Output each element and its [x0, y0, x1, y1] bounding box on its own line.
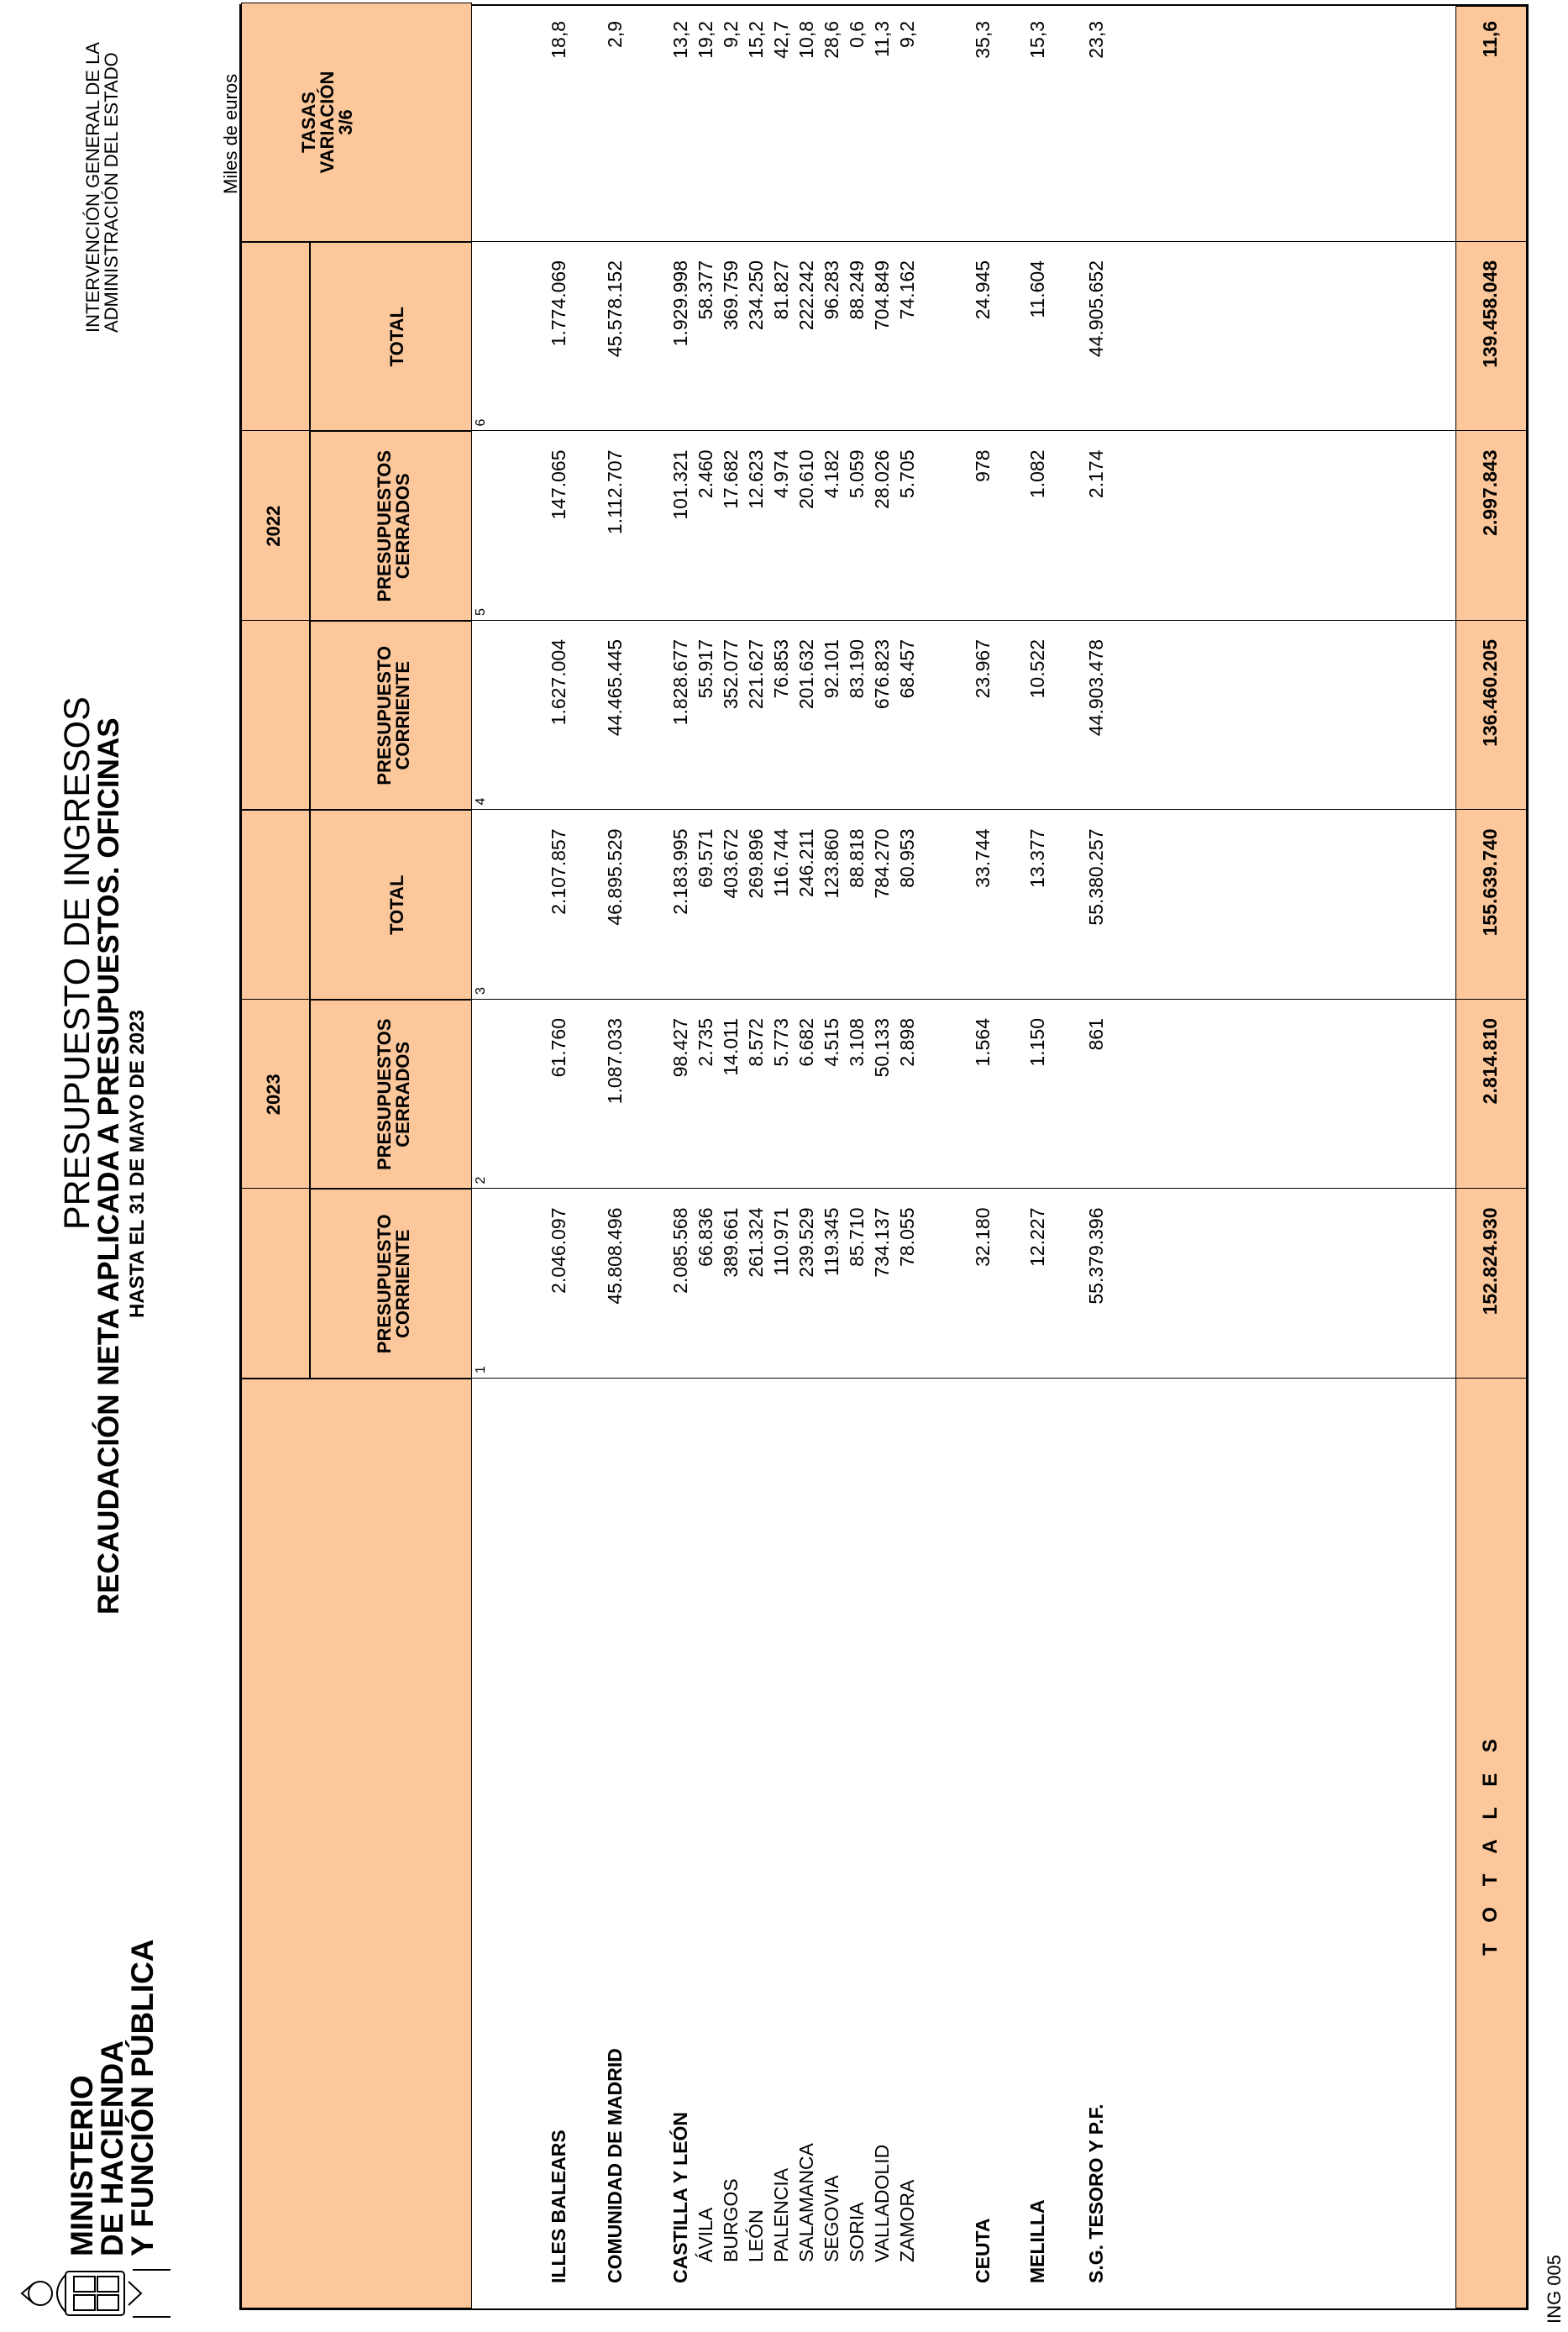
cell-value: 1.112.707 [604, 449, 626, 535]
cell-value: 32.180 [972, 1207, 994, 1267]
cell-value: 9,2 [720, 21, 742, 48]
totals-value: 155.639.740 [1479, 828, 1501, 937]
page-subtitle: RECAUDACIÓN NETA APLICADA A PRESUPUESTOS. OFICINAS [92, 717, 125, 1615]
row-label: CEUTA [972, 2218, 994, 2283]
cell-value: 74.162 [896, 260, 918, 320]
cell-value: 11,3 [871, 21, 893, 58]
cell-value: 861 [1085, 1018, 1107, 1051]
column-header [375, 621, 412, 811]
totals-label: T O T A L E S [1479, 1731, 1502, 1956]
column-number: 2 [474, 1176, 488, 1184]
cell-value: 1.627.004 [548, 639, 569, 726]
cell-value: 50.133 [871, 1018, 893, 1078]
cell-value: 119.345 [821, 1207, 842, 1276]
column-header-line: CORRIENTE [392, 660, 413, 770]
cell-value: 45.578.152 [604, 260, 626, 358]
column-number: 4 [474, 797, 488, 806]
column-header-line: TOTAL [386, 307, 407, 367]
cell-value: 0,6 [846, 21, 868, 48]
cell-value: 10.522 [1026, 639, 1048, 699]
cell-value: 42,7 [770, 21, 792, 59]
cell-value: 28.026 [871, 449, 893, 509]
row-label: MELILLA [1026, 2199, 1048, 2283]
cell-value: 15,3 [1026, 21, 1048, 59]
cell-value: 2.898 [896, 1018, 918, 1067]
column-number: 6 [474, 418, 488, 427]
cell-value: 2.085.568 [669, 1207, 691, 1294]
cell-value: 55.379.396 [1085, 1207, 1107, 1305]
cell-value: 2.460 [695, 449, 716, 499]
cell-value: 784.270 [871, 828, 893, 899]
cell-value: 55.917 [695, 639, 716, 699]
document-code: ING 005 [1544, 2255, 1565, 2324]
column-header-line: PRESUPUESTOS [374, 449, 395, 602]
column-header [375, 1190, 412, 1379]
column-divider [241, 241, 1527, 242]
cell-value: 2.174 [1085, 449, 1107, 499]
cell-value: 80.953 [896, 828, 918, 888]
cell-value: 13.377 [1026, 828, 1048, 888]
row-label: COMUNIDAD DE MADRID [604, 2048, 626, 2283]
ministry-name [67, 1939, 158, 2256]
row-label: S.G. TESORO Y P.F. [1085, 2104, 1107, 2283]
cell-value: 14.011 [720, 1018, 742, 1076]
cell-value: 201.632 [795, 639, 817, 710]
row-label: SORIA [846, 2202, 868, 2262]
tasas-header-line: TASAS [298, 92, 319, 153]
cell-value: 4.182 [821, 449, 842, 499]
igae-line: ADMINISTRACIÓN DEL ESTADO [101, 52, 122, 333]
cell-value: 12.227 [1026, 1207, 1048, 1267]
cell-value: 44.903.478 [1085, 639, 1107, 737]
cell-value: 9,2 [896, 21, 918, 48]
totals-value: 139.458.048 [1479, 260, 1501, 368]
cell-value: 28,6 [821, 21, 842, 59]
cell-value: 46.895.529 [604, 828, 626, 926]
totals-value: 136.460.205 [1479, 639, 1501, 747]
cell-value: 1.150 [1026, 1018, 1048, 1067]
cell-value: 44.465.445 [604, 639, 626, 737]
column-header-line: TOTAL [386, 874, 407, 935]
cell-value: 12.623 [745, 449, 767, 509]
cell-value: 1.774.069 [548, 260, 569, 347]
column-header [388, 242, 406, 432]
cell-value: 1.828.677 [669, 639, 691, 726]
ministry-line: DE HACIENDA [95, 2040, 129, 2256]
totals-value: 152.824.930 [1479, 1207, 1501, 1316]
column-header-line: CERRADOS [392, 473, 413, 580]
row-label: BURGOS [720, 2178, 742, 2262]
cell-value: 978 [972, 449, 994, 482]
cell-value: 1.564 [972, 1018, 994, 1067]
tasas-header-line: VARIACIÓN [317, 71, 338, 174]
cell-value: 81.827 [770, 260, 792, 320]
column-header [388, 811, 406, 1001]
page-title: PRESUPUESTO DE INGRESOS [57, 696, 97, 1230]
revenue-table [239, 4, 1529, 2310]
column-header-line: CORRIENTE [392, 1229, 413, 1339]
cell-value: 2,9 [604, 21, 626, 48]
row-label: PALENCIA [770, 2167, 792, 2262]
cell-value: 10,8 [795, 21, 817, 59]
cell-value: 3.108 [846, 1018, 868, 1067]
cell-value: 239.529 [795, 1207, 817, 1278]
cell-value: 6.682 [795, 1018, 817, 1067]
cell-value: 2.107.857 [548, 828, 569, 915]
cell-value: 17.682 [720, 449, 742, 509]
page-date: HASTA EL 31 DE MAYO DE 2023 [126, 1010, 149, 1318]
ministry-line: MINISTERIO [65, 2075, 99, 2256]
totals-value: 2.814.810 [1479, 1018, 1501, 1105]
row-label: SEGOVIA [821, 2175, 842, 2262]
cell-value: 4.515 [821, 1018, 842, 1067]
column-header [375, 1000, 412, 1190]
cell-value: 76.853 [770, 639, 792, 699]
cell-value: 85.710 [846, 1207, 868, 1267]
cell-value: 15,2 [745, 21, 767, 59]
cell-value: 88.249 [846, 260, 868, 320]
row-label: SALAMANCA [795, 2143, 817, 2262]
cell-value: 101.321 [669, 449, 691, 520]
cell-value: 11.604 [1026, 260, 1048, 318]
column-header-line: CERRADOS [392, 1041, 413, 1148]
row-label: LEÓN [745, 2209, 767, 2262]
cell-value: 92.101 [821, 639, 842, 699]
tasas-header [300, 3, 355, 242]
cell-value: 4.974 [770, 449, 792, 499]
cell-value: 23.967 [972, 639, 994, 699]
cell-value: 66.836 [695, 1207, 716, 1267]
column-header-line: PRESUPUESTO [374, 1214, 395, 1354]
coat-of-arms-icon [15, 2265, 175, 2322]
year-2022-label: 2022 [263, 505, 284, 547]
cell-value: 222.242 [795, 260, 817, 331]
row-label: ÁVILA [695, 2207, 716, 2262]
cell-value: 123.860 [821, 828, 842, 899]
cell-value: 2.735 [695, 1018, 716, 1067]
igae-line: INTERVENCIÓN GENERAL DE LA [82, 42, 103, 333]
cell-value: 676.823 [871, 639, 893, 710]
cell-value: 55.380.257 [1085, 828, 1107, 926]
column-header-line: PRESUPUESTO [374, 645, 395, 785]
cell-value: 45.808.496 [604, 1207, 626, 1305]
cell-value: 389.661 [720, 1207, 742, 1278]
column-header [375, 432, 412, 622]
cell-value: 98.427 [669, 1018, 691, 1078]
column-header-line: PRESUPUESTOS [374, 1018, 395, 1171]
cell-value: 352.077 [720, 639, 742, 710]
totals-value: 11,6 [1479, 21, 1501, 58]
cell-value: 261.324 [745, 1207, 767, 1278]
cell-value: 18,8 [548, 21, 569, 59]
cell-value: 96.283 [821, 260, 842, 320]
cell-value: 110.971 [770, 1207, 792, 1276]
cell-value: 69.571 [695, 828, 716, 888]
units-label: Miles de euros [220, 73, 241, 194]
cell-value: 5.059 [846, 449, 868, 499]
cell-value: 269.896 [745, 828, 767, 899]
column-number: 3 [474, 987, 488, 995]
row-label: VALLADOLID [871, 2144, 893, 2262]
cell-value: 44.905.652 [1085, 260, 1107, 358]
cell-value: 8.572 [745, 1018, 767, 1067]
tasas-header-line: 3/6 [335, 109, 356, 135]
column-number: 1 [474, 1366, 488, 1373]
cell-value: 147.065 [548, 449, 569, 520]
cell-value: 20.610 [795, 449, 817, 509]
year-2023-label: 2023 [263, 1074, 284, 1116]
ministry-line: Y FUNCIÓN PÚBLICA [125, 1939, 160, 2256]
cell-value: 246.211 [795, 828, 817, 897]
cell-value: 83.190 [846, 639, 868, 699]
row-label: CASTILLA Y LEÓN [669, 2111, 691, 2283]
cell-value: 33.744 [972, 828, 994, 888]
cell-value: 35,3 [972, 21, 994, 59]
cell-value: 1.929.998 [669, 260, 691, 347]
igae-label [84, 42, 121, 333]
cell-value: 369.759 [720, 260, 742, 331]
cell-value: 24.945 [972, 260, 994, 320]
cell-value: 13,2 [669, 21, 691, 59]
row-label: ZAMORA [896, 2179, 918, 2262]
cell-value: 61.760 [548, 1018, 569, 1078]
cell-value: 68.457 [896, 639, 918, 699]
cell-value: 234.250 [745, 260, 767, 331]
cell-value: 2.183.995 [669, 828, 691, 915]
cell-value: 2.046.097 [548, 1207, 569, 1294]
cell-value: 221.627 [745, 639, 767, 710]
cell-value: 734.137 [871, 1207, 893, 1278]
cell-value: 19,2 [695, 21, 716, 59]
cell-value: 1.087.033 [604, 1018, 626, 1105]
cell-value: 23,3 [1085, 21, 1107, 59]
cell-value: 704.849 [871, 260, 893, 331]
cell-value: 58.377 [695, 260, 716, 320]
cell-value: 116.744 [770, 828, 792, 897]
totals-value: 2.997.843 [1479, 449, 1501, 536]
cell-value: 5.705 [896, 449, 918, 499]
row-label: ILLES BALEARS [548, 2130, 569, 2283]
cell-value: 5.773 [770, 1018, 792, 1067]
cell-value: 78.055 [896, 1207, 918, 1267]
cell-value: 403.672 [720, 828, 742, 899]
cell-value: 88.818 [846, 828, 868, 888]
header-cell-label [241, 1379, 472, 2308]
header-cell-tasas [241, 3, 472, 242]
column-number: 5 [474, 608, 488, 616]
cell-value: 1.082 [1026, 449, 1048, 499]
